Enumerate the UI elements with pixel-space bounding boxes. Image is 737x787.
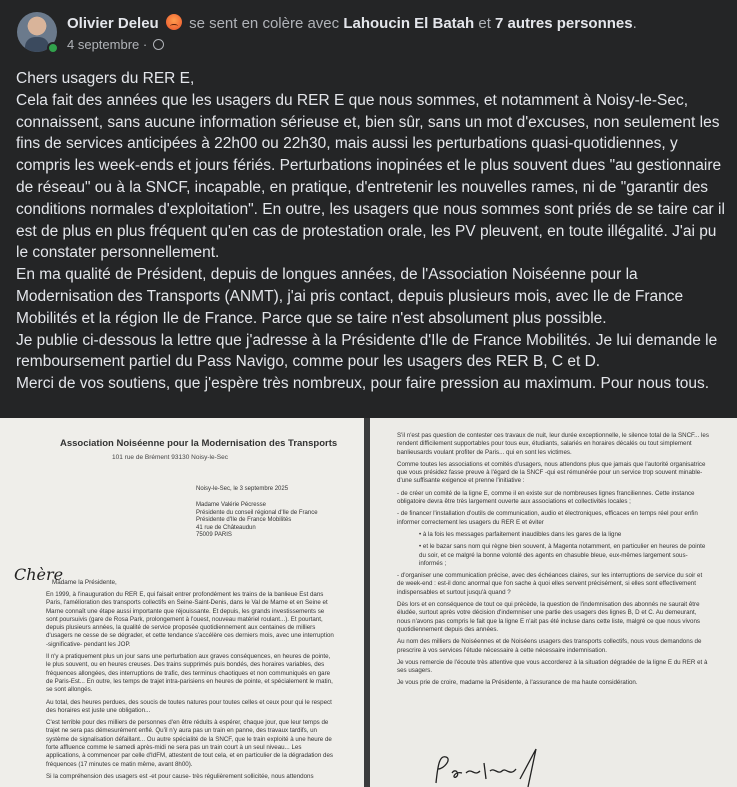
period: . (632, 15, 637, 32)
letter-photo[interactable] (0, 418, 737, 787)
letter-paragraph: Au nom des milliers de Noiséennes et de Noiséens usagers des transports collectifs, nous vous demandons de prescrire à vos services l'étude nécessaire à cette nécessaire indemnisation. (397, 638, 702, 654)
signature (432, 743, 552, 787)
meta-separator: · (142, 37, 148, 52)
letter-page-2 (370, 418, 737, 787)
letter-paragraph: - d'organiser une communication précise, avec des échéances claires, sur les interruptions de service du soir et de week-end : est-il donc anormal que l'on sache à quoi elles servent précisément, si elles sont effectivement indispensables et surtout jusqu'à quand ? (397, 572, 703, 596)
angry-emoji-icon (166, 14, 182, 30)
letter-paragraph: • à la fois les messages parfaitement inaudibles dans les gares de la ligne (419, 530, 622, 538)
handwritten-greeting: Chère (14, 565, 64, 584)
tagged-person[interactable]: Lahoucin El Batah (343, 15, 475, 32)
letter-body-left (46, 591, 336, 785)
post-author-line (67, 14, 637, 32)
author-name[interactable]: Olivier Deleu (67, 15, 159, 32)
letter-salutation: Madame la Présidente, (52, 579, 117, 586)
globe-icon (153, 39, 164, 50)
letter-paragraph: En 1999, à l'inauguration du RER E, qui faisait entrer profondément les trains de la banlieue Est dans Paris, l'amélioration des transports collectifs en Seine-Saint-Denis, dans le Val de Marne et en Seine et Marne connaît une étape aussi importante que réjouissante. Et depuis, les grands investissements se sont poursuivis (gare de Rosa Park, prolongement à l'ouest, nouveau matériel roulant...). Et pourtant, depuis plusieurs années, la qualité de service proposée quotidiennement aux centaines de milliers d'usagers ne cesse de se dégrader, et cette tendance s'accélère ces derniers mois, avec une interruption -significative- pendant les JOP. (46, 591, 334, 648)
letter-paragraph: - de financer l'installation d'outils de communication, audio et électroniques, efficaces en temps réel pour enfin informer correctement les usagers du RER E et éviter (397, 510, 698, 526)
letter-paragraph: Si la compréhension des usagers est -et pour cause- très régulièrement sollicitée, nous attendons (46, 772, 314, 780)
letter-paragraph: Je vous prie de croire, madame la Présidente, à l'assurance de ma haute considération. (397, 679, 638, 687)
recipient-line: 75009 PARIS (196, 532, 232, 538)
post-text (16, 68, 728, 395)
recipient-line: Présidente d'Ile de France Mobilités (196, 517, 292, 523)
post-date[interactable]: 4 septembre (67, 37, 140, 52)
post-paragraph: Cela fait des années que les usagers du RER E que nous sommes, et notamment à Noisy-le-Sec, connaissent, sans aucune information sérieuse et, bien sûr, sans un mot d'excuses, non seulement les fins de services anticipées à 22h00 ou 22h30, mais aussi les perturbations quasi-quotidiennes, y compris les week-ends et jours fériés. Perturbations inopinées et le plus souvent dues "au gestionnaire de réseau" ou à la SNCF, incapable, en pratique, d'entretenir les nouvelles rames, ni de "garantir des conditions normales d'exploitation". En outre, les usagers que nous sommes sont priés de se taire car il est de plus en plus fréquent qu'en cas de protestation orale, les PV pleuvent, en toute illégalité. J'ai pu le constater personnellement. (16, 91, 725, 262)
letter-paragraph: Comme toutes les associations et comités d'usagers, nous attendons plus que jamais que l'autorité organisatrice que vous présidez fasse preuve à l'égard de la SNCF -qui est rémunérée pour un service trop souvent minable- d'une suffisante exigence et prenne l'initiative : (397, 460, 706, 485)
recipient-line: Madame Valérie Pécresse (196, 502, 266, 508)
recipient-line: 41 rue de Châteaudun (196, 524, 256, 531)
tagged-others[interactable]: 7 autres personnes (495, 15, 633, 32)
letter-paragraph: Dès lors et en conséquence de tout ce qui précède, la question de l'indemnisation des abonnés ne saurait être éludée, surtout après votre décision d'indemniser une partie des usagers des lignes B, D et C. Au demeurant, nous n'avons pas compris le fait que la ligne E n'ait pas été incluse dans cette liste, malgré ce que nous vivons quotidiennement depuis des années. (397, 601, 700, 633)
letter-paragraph: Je vous remercie de l'écoute très attentive que vous accorderez à la situation dégradée de la ligne E du RER et à ses usagers. (397, 658, 708, 675)
recipient-line: Présidente du conseil régional d'Ile de France (196, 509, 318, 516)
and-word: et (478, 15, 491, 32)
letter-paragraph: Il n'y a pratiquement plus un jour sans une perturbation aux graves conséquences, en heures de pointe, le plus souvent, ou en heures creuses. Des trains supprimés puis bondés, des horaires variables, des fréquences allongées, des interruptions de trafic, des terminus chaotiques et non communiqués en gare de Paris-Est... En outre, les temps de trajet intra-parisiens en heures de pointe, et spécialement le matin, se sont allongés. (46, 653, 333, 694)
letter-title: Association Noiséenne pour la Modernisation des Transports (60, 438, 338, 449)
letter-paragraph: S'il n'est pas question de contester ces travaux de nuit, leur durée exceptionnelle, le silence total de la SNCF... les rendent difficilement supportables pour tous eux, étudiants, salariés en horaires décalés ou tout simplement banlieusards voulant profiter de Paris... qui en sont les victimes. (397, 432, 709, 456)
feeling-text: se sent en colère avec (189, 15, 340, 32)
online-status-dot (47, 42, 59, 54)
letter-body-right (397, 432, 709, 692)
letter-recipient (196, 502, 318, 540)
post-paragraph: Je publie ci-dessous la lettre que j'adresse à la Présidente d'Ile de France Mobilités. Je lui demande le remboursement partiel du Pass Navigo, comme pour les usagers des RER B, C et D. (16, 331, 718, 371)
letter-paragraph: C'est terrible pour des milliers de personnes d'en être réduits à espérer, chaque jour, que leur temps de trajet ne sera pas démesurément enflé. Qu'il n'y aura pas un train en panne, des travaux tardifs, un système de signalisation défaillant... Ou autre spécialité de la SNCF, que le train exploité à une heure de forte affluence comme le samedi après-midi ne sera pas un train court à un seul niveau... Les applications, à commencer par celle d'IdFM, attestent de tout cela, et en particulier de la dégradation des fréquences (17 minutes ce matin même, avant 8h00). (46, 719, 333, 768)
letter-date: Noisy-le-Sec, le 3 septembre 2025 (196, 486, 289, 492)
letter-paragraph: Au total, des heures perdues, des soucis de toutes natures pour toutes celles et ceux pour qui le respect des horaires est juste une obligation... (46, 698, 332, 714)
post-header (17, 12, 727, 56)
letter-paragraph: - de créer un comité de la ligne E, comme il en existe sur de nombreuses lignes franciliennes. Cette instance obligatoire devra être très largement ouverte aux associations et collectivités locales ; (397, 489, 695, 506)
post-paragraph: Merci de vos soutiens, que j'espère très nombreux, pour faire pression au maximum. Pour nous tous. (16, 375, 710, 393)
letter-paragraph: • et le bazar sans nom qui règne bien souvent, à Magenta notamment, en particulier en heures de pointe du soir, et ce malgré la bonne volonté des agents en chasuble bleue, eux-mêmes largement sous-informés ; (419, 543, 706, 567)
post-meta (67, 37, 164, 52)
letter-address: 101 rue de Brément 93130 Noisy-le-Sec (112, 454, 228, 461)
letter-page-1 (0, 418, 364, 787)
post-paragraph: Chers usagers du RER E, (16, 70, 195, 87)
post-paragraph: En ma qualité de Président, depuis de longues années, de l'Association Noiséenne pour la Modernisation des Transports (ANMT), j'ai pris contact, depuis plusieurs mois, avec Ile de France Mobilités et la région Ile de France. Parce que se taire n'est absolument plus possible. (16, 266, 684, 327)
